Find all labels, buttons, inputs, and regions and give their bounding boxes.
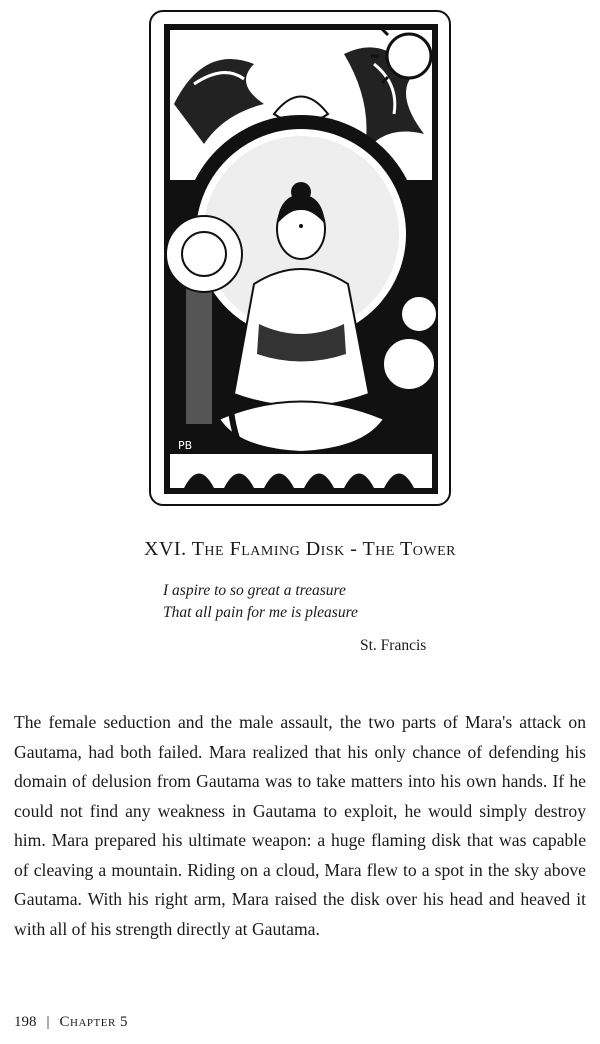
- card-title: XVI. The Flaming Disk - The Tower: [144, 538, 456, 560]
- epigraph-line: I aspire to so great a treasure: [163, 582, 346, 599]
- epigraph-attribution: St. Francis: [360, 637, 427, 654]
- body-paragraph: The female seduction and the male assault, the two parts of Mara's attack on Gautama, had both failed. Mara realized that his only chance of defending his domain of delusion from Gautama was to take matters into his own hands. If he could not find any weakness in Gautama to exploit, he would simply destroy him. Mara prepared his ultimate weapon: a huge flaming disk that was capable of cleaving a mountain. Riding on a cloud, Mara flew to a spot in the sky above Gautama. With his right arm, Mara raised the disk over his head and heaved it with all of his strength directly at Gautama.: [14, 712, 586, 939]
- footer-separator: |: [46, 1014, 50, 1030]
- epigraph: [163, 580, 463, 624]
- epigraph-line: That all pain for me is pleasure: [163, 604, 358, 621]
- chapter-label: Chapter 5: [59, 1014, 129, 1030]
- page-footer: [14, 1014, 128, 1031]
- buddha-illustration: [164, 24, 438, 494]
- tarot-card: [149, 10, 451, 506]
- artist-monogram: PB: [178, 439, 193, 452]
- sun-icon: [387, 34, 431, 78]
- page-number: 198: [14, 1014, 37, 1030]
